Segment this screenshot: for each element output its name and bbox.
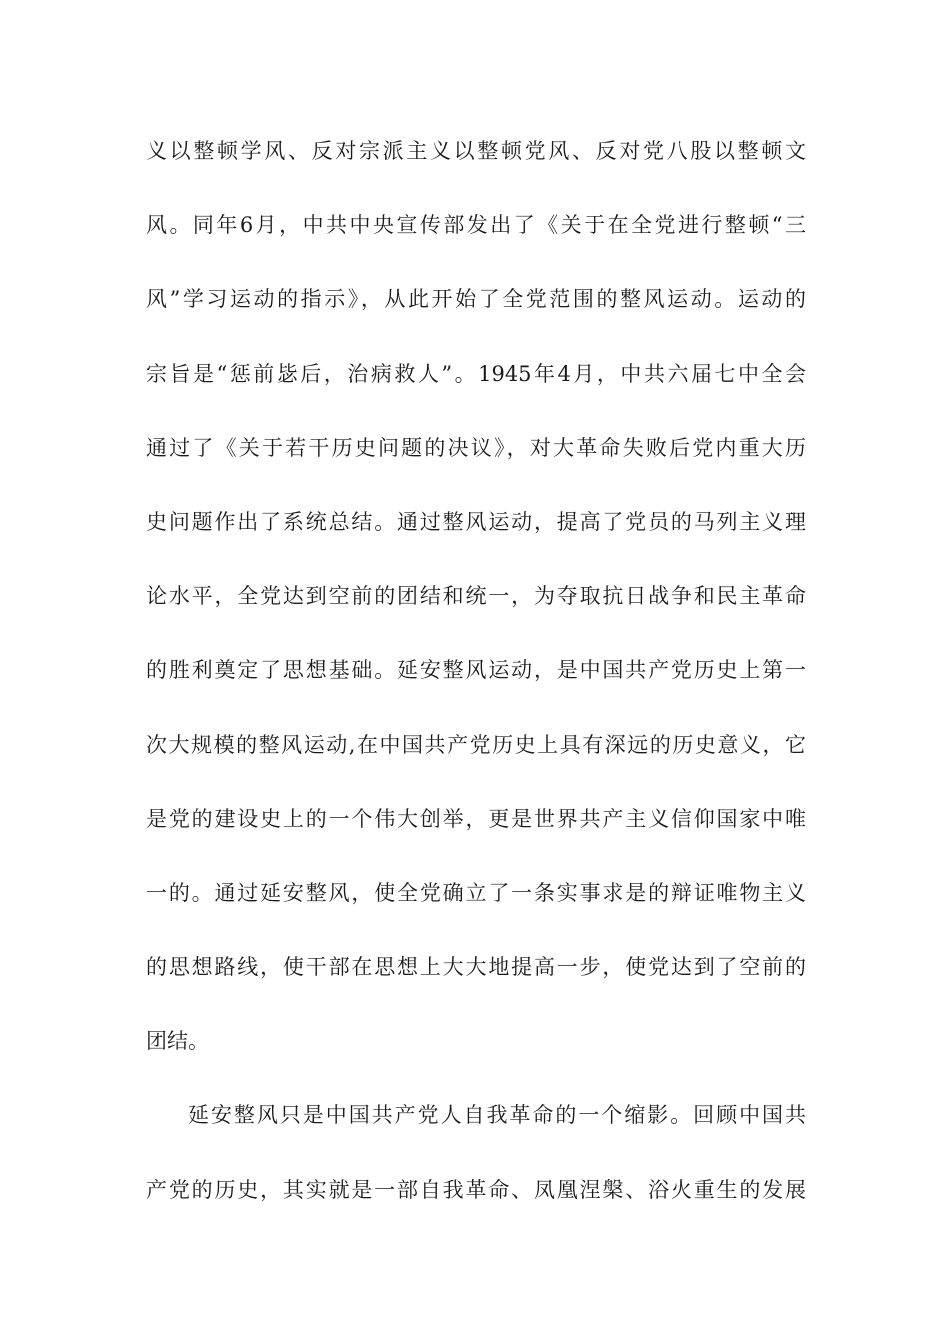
text-line: 宗旨是“惩前毖后，治病救人”。1945年4月，中共六届七中全会	[146, 361, 806, 386]
text-line: 义以整顿学风、反对宗派主义以整顿党风、反对党八股以整顿文	[146, 139, 806, 163]
text-line: 论水平，全党达到空前的团结和统一，为夺取抗日战争和民主革命	[146, 584, 806, 609]
text-line: 是党的建设史上的一个伟大创举，更是世界共产主义信仰国家中唯	[146, 806, 806, 831]
text-line: 风”学习运动的指示》，从此开始了全党范围的整风运动。运动的	[146, 287, 806, 312]
text-line: 次大规模的整风运动,在中国共产党历史上具有深远的历史意义，它	[146, 732, 806, 757]
text-line: 通过了《关于若干历史问题的决议》，对大革命失败后党内重大历	[146, 435, 806, 460]
document-body	[146, 133, 806, 1246]
text-line: 一的。通过延安整风，使全党确立了一条实事求是的辩证唯物主义	[146, 880, 806, 905]
text-line: 产党的历史，其实就是一部自我革命、凤凰涅槃、浴火重生的发展	[146, 1177, 806, 1202]
text-line: 团结。	[146, 1029, 209, 1054]
paragraph-2	[146, 1097, 806, 1208]
text-line: 延安整风只是中国共产党人自我革命的一个缩影。回顾中国共	[188, 1103, 806, 1128]
paragraph-1	[146, 133, 806, 1060]
text-line: 史问题作出了系统总结。通过整风运动，提高了党员的马列主义理	[146, 509, 806, 534]
text-line: 的胜利奠定了思想基础。延安整风运动，是中国共产党历史上第一	[146, 658, 806, 683]
text-line: 风。同年6月，中共中央宣传部发出了《关于在全党进行整顿“三	[146, 213, 806, 238]
text-line: 的思想路线，使干部在思想上大大地提高一步，使党达到了空前的	[146, 955, 806, 980]
